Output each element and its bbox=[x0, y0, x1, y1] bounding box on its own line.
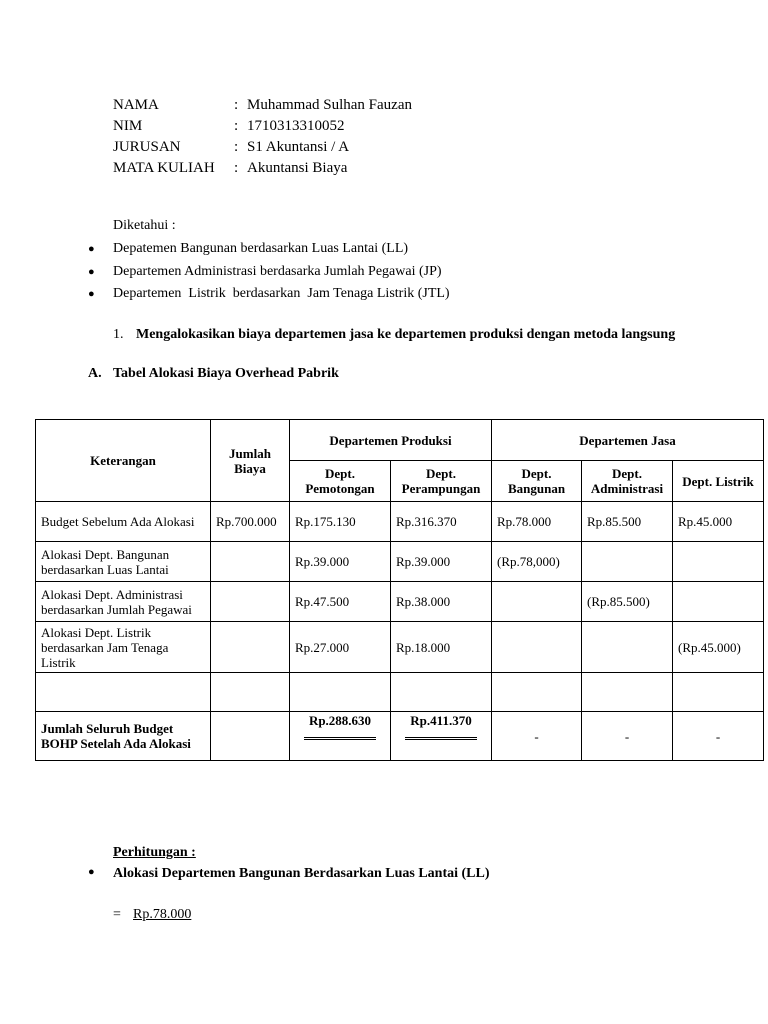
table-row-empty bbox=[36, 673, 764, 712]
cell-keterangan: Alokasi Dept. Listrik berdasarkan Jam Tenaga Listrik bbox=[36, 622, 211, 673]
cell-bangunan: (Rp.78,000) bbox=[492, 542, 582, 582]
total-bangunan: - bbox=[492, 712, 582, 761]
cell-keterangan: Alokasi Dept. Administrasi berdasarkan Jumlah Pegawai bbox=[36, 582, 211, 622]
cell-listrik bbox=[673, 542, 764, 582]
cell-pemotongan: Rp.27.000 bbox=[290, 622, 391, 673]
jurusan-label: JURUSAN bbox=[113, 139, 181, 155]
list-item-text: Depatemen Bangunan berdasarkan Luas Lantai (LL) bbox=[113, 241, 409, 257]
perhitungan-bullet bbox=[88, 866, 490, 882]
cell-perampungan: Rp.18.000 bbox=[391, 622, 492, 673]
jurusan-value: S1 Akuntansi / A bbox=[247, 139, 350, 155]
header-keterangan: Keterangan bbox=[36, 420, 211, 502]
cell-listrik bbox=[673, 582, 764, 622]
cell-pemotongan: Rp.175.130 bbox=[290, 502, 391, 542]
empty-cell bbox=[290, 673, 391, 712]
empty-cell bbox=[391, 673, 492, 712]
info-row-jurusan bbox=[113, 137, 412, 158]
colon: : bbox=[234, 139, 239, 155]
cell-listrik: Rp.45.000 bbox=[673, 502, 764, 542]
empty-cell bbox=[582, 673, 673, 712]
total-perampungan: Rp.411.370 bbox=[410, 713, 472, 728]
total-label: Jumlah Seluruh Budget BOHP Setelah Ada Alokasi bbox=[36, 712, 211, 761]
header-pemotongan: Dept. Pemotongan bbox=[290, 461, 391, 502]
matkul-value: Akuntansi Biaya bbox=[247, 160, 348, 176]
bullet-icon: ● bbox=[88, 265, 95, 278]
cell-administrasi bbox=[582, 622, 673, 673]
table-row bbox=[36, 582, 764, 622]
bullet-icon: ● bbox=[88, 866, 95, 878]
cell-pemotongan: Rp.39.000 bbox=[290, 542, 391, 582]
bullet-icon: ● bbox=[88, 243, 95, 256]
list-item bbox=[88, 261, 450, 284]
cell-perampungan: Rp.316.370 bbox=[391, 502, 492, 542]
colon: : bbox=[234, 97, 239, 113]
section-title: Tabel Alokasi Biaya Overhead Pabrik bbox=[113, 366, 339, 381]
header-jasa: Departemen Jasa bbox=[492, 420, 764, 461]
table-row bbox=[36, 622, 764, 673]
cell-keterangan: Budget Sebelum Ada Alokasi bbox=[36, 502, 211, 542]
cell-bangunan bbox=[492, 582, 582, 622]
equals-sign: = bbox=[113, 907, 121, 922]
cell-jumlah bbox=[211, 582, 290, 622]
table-row bbox=[36, 542, 764, 582]
cell-jumlah bbox=[211, 542, 290, 582]
colon: : bbox=[234, 118, 239, 134]
name-label: NAMA bbox=[113, 97, 159, 113]
task-number: 1. bbox=[113, 327, 124, 342]
double-underline bbox=[405, 729, 477, 740]
empty-cell bbox=[673, 673, 764, 712]
total-perampungan-cell bbox=[391, 712, 492, 761]
colon: : bbox=[234, 160, 239, 176]
empty-cell bbox=[492, 673, 582, 712]
double-underline bbox=[304, 729, 376, 740]
cell-keterangan: Alokasi Dept. Bangunan berdasarkan Luas Lantai bbox=[36, 542, 211, 582]
cell-perampungan: Rp.38.000 bbox=[391, 582, 492, 622]
empty-cell bbox=[211, 673, 290, 712]
name-value: Muhammad Sulhan Fauzan bbox=[247, 97, 412, 113]
calculation-value: Rp.78.000 bbox=[133, 907, 192, 922]
table-header-row bbox=[36, 420, 764, 461]
matkul-label: MATA KULIAH bbox=[113, 160, 215, 176]
cell-listrik: (Rp.45.000) bbox=[673, 622, 764, 673]
cell-pemotongan: Rp.47.500 bbox=[290, 582, 391, 622]
header-administrasi: Dept. Administrasi bbox=[582, 461, 673, 502]
list-item bbox=[88, 283, 450, 306]
cell-jumlah: Rp.700.000 bbox=[211, 502, 290, 542]
allocation-table bbox=[35, 419, 764, 761]
total-pemotongan: Rp.288.630 bbox=[308, 713, 372, 728]
cell-administrasi bbox=[582, 542, 673, 582]
section-heading bbox=[88, 366, 339, 382]
cell-bangunan: Rp.78.000 bbox=[492, 502, 582, 542]
calculation-line bbox=[113, 907, 191, 923]
cell-perampungan: Rp.39.000 bbox=[391, 542, 492, 582]
cell-jumlah bbox=[211, 622, 290, 673]
total-jumlah bbox=[211, 712, 290, 761]
list-item-text: Departemen Administrasi berdasarka Jumlah Pegawai (JP) bbox=[113, 263, 442, 279]
table-total-row bbox=[36, 712, 764, 761]
info-row-nim bbox=[113, 116, 412, 137]
cell-administrasi: Rp.85.500 bbox=[582, 502, 673, 542]
perhitungan-heading: Perhitungan : bbox=[113, 845, 196, 860]
table-row bbox=[36, 502, 764, 542]
section-letter: A. bbox=[88, 366, 102, 381]
cell-administrasi: (Rp.85.500) bbox=[582, 582, 673, 622]
nim-label: NIM bbox=[113, 118, 143, 134]
diketahui-heading: Diketahui : bbox=[113, 218, 176, 233]
header-jumlah: Jumlah Biaya bbox=[211, 420, 290, 502]
total-administrasi: - bbox=[582, 712, 673, 761]
nim-value: 1710313310052 bbox=[247, 118, 345, 134]
total-pemotongan-cell bbox=[290, 712, 391, 761]
perhitungan-bullet-text: Alokasi Departemen Bangunan Berdasarkan Luas Lantai (LL) bbox=[113, 866, 490, 881]
header-listrik: Dept. Listrik bbox=[673, 461, 764, 502]
total-listrik: - bbox=[673, 712, 764, 761]
bullet-icon: ● bbox=[88, 288, 95, 301]
list-item bbox=[88, 238, 450, 261]
cell-bangunan bbox=[492, 622, 582, 673]
list-item-text: Departemen Listrik berdasarkan Jam Tenaga Listrik (JTL) bbox=[113, 286, 450, 302]
task-item bbox=[113, 325, 676, 345]
info-row-name bbox=[113, 95, 412, 116]
info-row-matkul bbox=[113, 158, 412, 179]
task-text: Mengalokasikan biaya departemen jasa ke departemen produksi dengan metoda langsung bbox=[136, 327, 676, 342]
empty-cell bbox=[36, 673, 211, 712]
header-bangunan: Dept. Bangunan bbox=[492, 461, 582, 502]
header-produksi: Departemen Produksi bbox=[290, 420, 492, 461]
student-info bbox=[113, 95, 412, 179]
diketahui-list bbox=[88, 238, 450, 306]
header-perampungan: Dept. Perampungan bbox=[391, 461, 492, 502]
